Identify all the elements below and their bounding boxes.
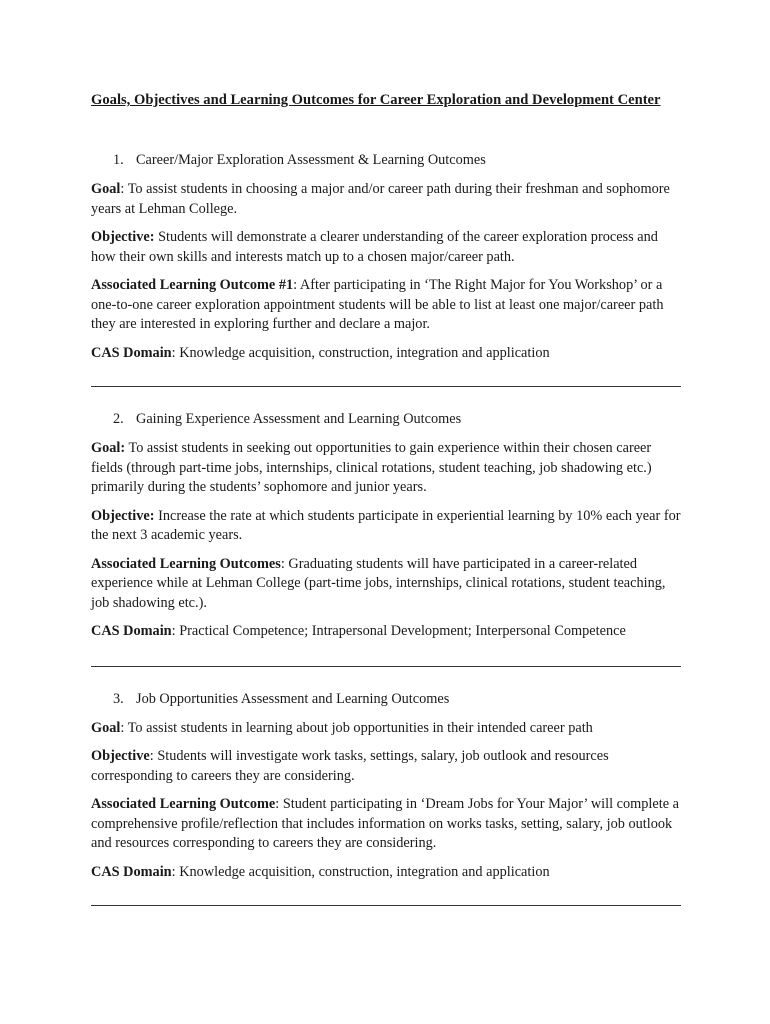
outcome-sep: : xyxy=(280,555,285,572)
cas-domain-text: Practical Competence; Intrapersonal Development; Interpersonal Competence xyxy=(175,623,626,639)
cas-domain-paragraph xyxy=(91,622,681,642)
cas-domain-label: CAS Domain xyxy=(91,623,172,639)
cas-domain-paragraph xyxy=(91,863,681,883)
objective-text: Students will demonstrate a clearer understanding of the career exploration process and how their own skills and interests match up to a chosen major/career path. xyxy=(91,229,658,265)
document-title: Goals, Objectives and Learning Outcomes for Career Exploration and Development Center xyxy=(91,92,661,108)
section-heading xyxy=(91,689,681,709)
objective-paragraph xyxy=(91,747,681,786)
outcome-label: Associated Learning Outcome xyxy=(91,796,276,812)
outcome-label: Associated Learning Outcome #1 xyxy=(91,277,294,293)
section-number: 3. xyxy=(113,690,124,707)
cas-domain-sep: : xyxy=(171,863,176,880)
section-number: 1. xyxy=(113,152,124,168)
section-heading-text: Gaining Experience Assessment and Learning Outcomes xyxy=(136,411,462,427)
objective-label: Objective: xyxy=(91,507,155,524)
goal-sep: : xyxy=(120,181,125,197)
outcome-sep: : xyxy=(275,796,280,812)
section-heading xyxy=(91,409,681,429)
cas-domain-sep: : xyxy=(171,344,176,361)
goal-label: Goal: xyxy=(91,440,126,456)
section-career-major-exploration xyxy=(91,150,681,387)
section-heading-text: Career/Major Exploration Assessment & Learning Outcomes xyxy=(136,152,486,168)
cas-domain-label: CAS Domain xyxy=(91,344,172,361)
goal-text: To assist students in choosing a major and/or career path during their freshman and sophomore years at Lehman College. xyxy=(91,181,670,217)
section-divider xyxy=(91,905,681,906)
goal-paragraph xyxy=(91,719,681,739)
outcome-text: Graduating students will have participated in a career-related experience while at Lehman College (part-time jobs, internships, clinical rotations, student teaching, job shadowing etc.). xyxy=(91,555,666,611)
outcome-text: After participating in ‘The Right Major for You Workshop’ or a one-to-one career exploration appointment students will be able to list at least one major/career path they are interested in exploring further and declare a major. xyxy=(91,277,664,332)
goal-sep: : xyxy=(120,719,125,736)
document-page xyxy=(91,90,681,928)
goal-paragraph xyxy=(91,180,681,219)
cas-domain-text: Knowledge acquisition, construction, integration and application xyxy=(175,863,550,880)
cas-domain-paragraph xyxy=(91,344,681,364)
section-divider xyxy=(91,666,681,667)
outcome-text: Student participating in ‘Dream Jobs for Your Major’ will complete a comprehensive profile/reflection that includes information on works tasks, setting, salary, job outlook and resources corresponding to careers they are considering. xyxy=(91,796,679,851)
objective-paragraph xyxy=(91,228,681,267)
outcome-paragraph xyxy=(91,795,681,854)
cas-domain-sep: : xyxy=(171,623,176,639)
section-job-opportunities xyxy=(91,689,681,907)
objective-text: Increase the rate at which students participate in experiential learning by 10% each year for the next 3 academic years. xyxy=(91,507,681,543)
outcome-label: Associated Learning Outcomes xyxy=(91,555,281,572)
objective-sep: : xyxy=(149,748,154,764)
section-heading xyxy=(91,150,681,170)
cas-domain-text: Knowledge acquisition, construction, integration and application xyxy=(175,344,550,361)
section-number: 2. xyxy=(113,411,124,427)
outcome-paragraph xyxy=(91,555,681,614)
cas-domain-label: CAS Domain xyxy=(91,863,172,880)
goal-text: To assist students in seeking out opportunities to gain experience within their chosen career fields (through part-time jobs, internships, clinical rotations, student teaching, job shadowing etc.) primarily during the students’ sophomore and junior years. xyxy=(91,440,652,495)
objective-label: Objective: xyxy=(91,229,155,245)
outcome-sep: : xyxy=(293,277,298,293)
goal-label: Goal xyxy=(91,719,121,736)
objective-label: Objective xyxy=(91,748,150,764)
goal-paragraph xyxy=(91,439,681,498)
goal-text: To assist students in learning about job opportunities in their intended career path xyxy=(124,719,593,736)
outcome-paragraph xyxy=(91,276,681,335)
section-heading-text: Job Opportunities Assessment and Learning Outcomes xyxy=(136,690,450,707)
objective-paragraph xyxy=(91,507,681,546)
section-divider xyxy=(91,386,681,387)
objective-text: Students will investigate work tasks, settings, salary, job outlook and resources corresponding to careers they are considering. xyxy=(91,748,609,784)
section-gaining-experience xyxy=(91,409,681,667)
goal-label: Goal xyxy=(91,181,121,197)
